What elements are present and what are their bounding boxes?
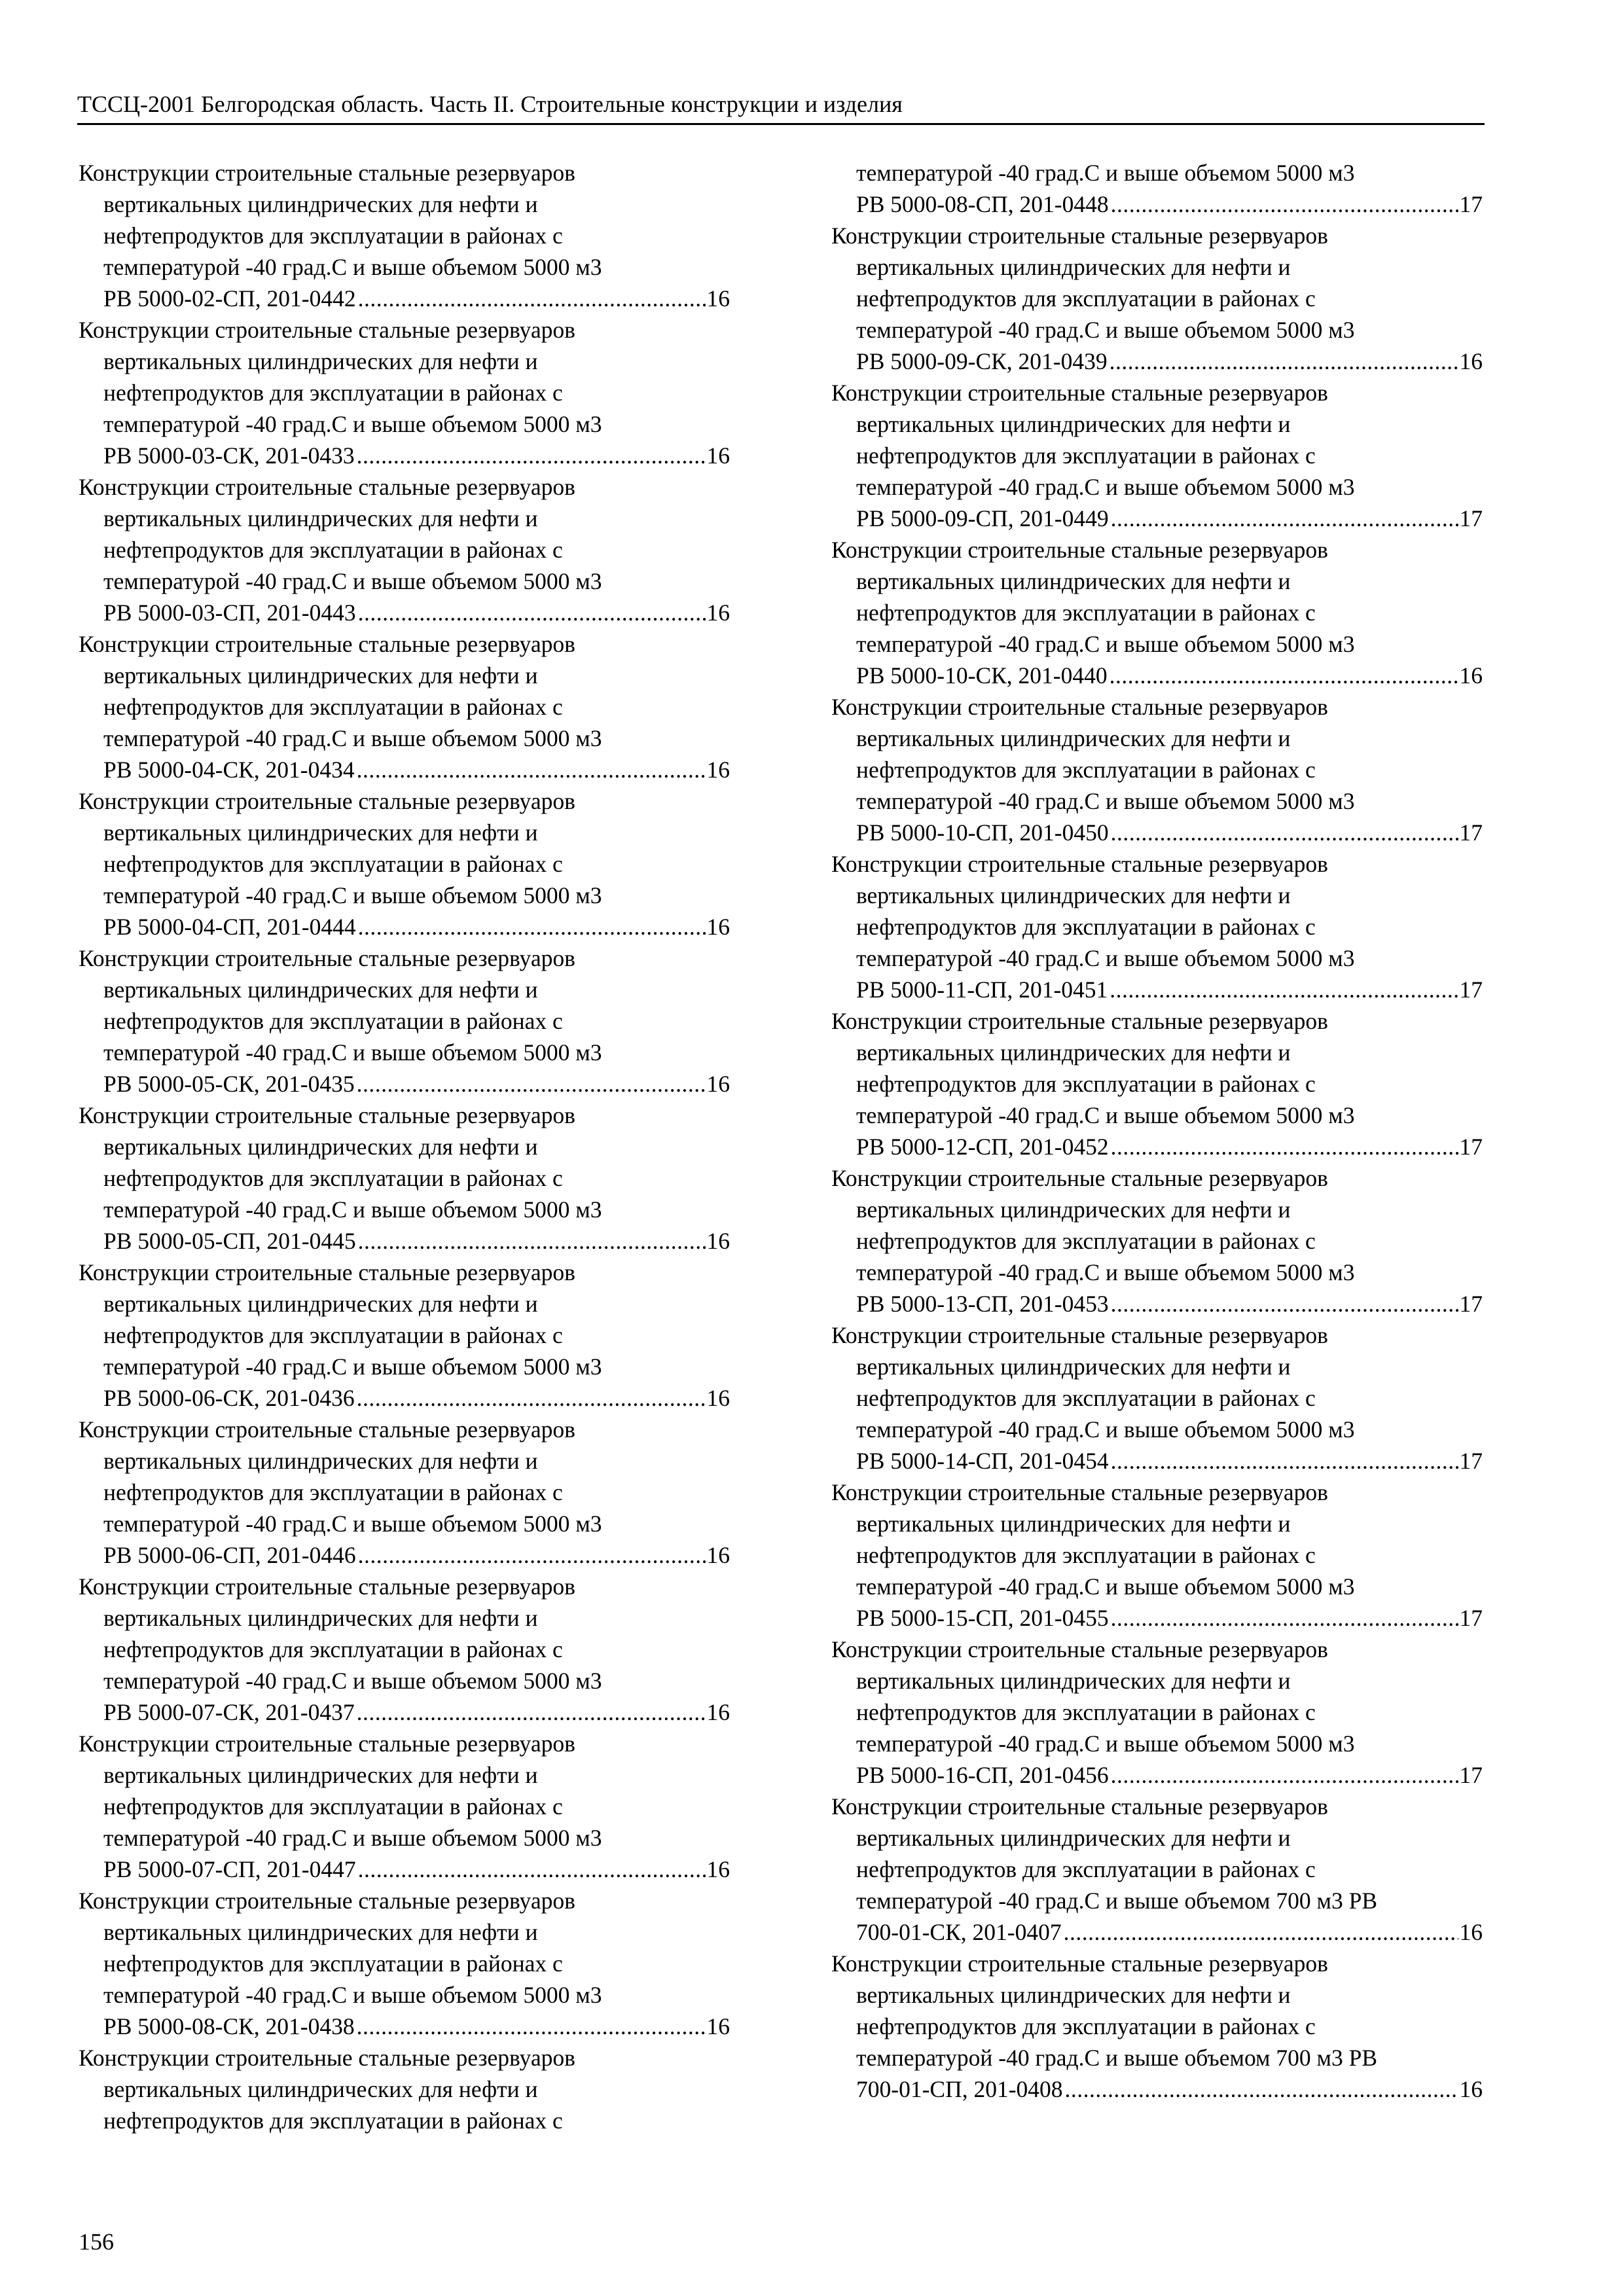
toc-entry-line: температурой -40 град.С и выше объемом 5000 м3: [856, 945, 1355, 971]
toc-entry-code: 700-01-СК, 201-0407: [856, 1919, 1062, 1945]
toc-entry-code-line: [831, 1602, 1483, 1634]
toc-entry-code: РВ 5000-13-СП, 201-0453: [856, 1291, 1109, 1317]
toc-entry-code-line: [79, 1225, 730, 1257]
toc-entry-code-line: [831, 346, 1483, 377]
toc-entry-line: температурой -40 град.С и выше объемом 5000 м3: [856, 1416, 1355, 1443]
toc-entry-code: РВ 5000-04-СП, 201-0444: [103, 914, 356, 940]
toc-entry: [79, 1100, 730, 1257]
dot-leader: [358, 1539, 706, 1571]
toc-entry-line: нефтепродуктов для эксплуатации в районах с: [103, 1165, 563, 1191]
toc-entry-line: Конструкции строительные стальные резервуаров: [831, 1322, 1328, 1348]
toc-entry-code-line: [831, 660, 1483, 691]
toc-entry-line: температурой -40 град.С и выше объемом 5000 м3: [103, 1511, 602, 1537]
toc-entry-line: нефтепродуктов для эксплуатации в районах с: [856, 285, 1316, 312]
toc-entry-line: Конструкции строительные стальные резервуаров: [79, 474, 575, 500]
toc-entry-line: вертикальных цилиндрических для нефти и: [856, 411, 1291, 437]
toc-entry-code-line: [831, 974, 1483, 1005]
dot-leader: [1110, 660, 1458, 691]
toc-entry: [831, 848, 1483, 1005]
toc-entry-page: 17: [1459, 819, 1483, 846]
toc-entry-line: нефтепродуктов для эксплуатации в районах с: [103, 2108, 563, 2134]
toc-column-right: [831, 157, 1483, 2105]
dot-leader: [1110, 346, 1458, 377]
toc-entry-line: Конструкции строительные стальные резервуаров: [79, 1573, 575, 1600]
toc-entry-line: нефтепродуктов для эксплуатации в районах с: [856, 757, 1316, 783]
toc-entry-code: РВ 5000-08-СП, 201-0448: [856, 191, 1109, 217]
toc-entry-line: Конструкции строительные стальные резервуаров: [831, 1008, 1328, 1034]
toc-entry-code: РВ 5000-05-СК, 201-0435: [103, 1071, 355, 1097]
toc-entry-page: 16: [706, 914, 730, 940]
toc-entry: [79, 1885, 730, 2042]
toc-entry-code: 700-01-СП, 201-0408: [856, 2076, 1063, 2102]
toc-entry-line: Конструкции строительные стальные резервуаров: [831, 223, 1328, 249]
toc-entry-line: нефтепродуктов для эксплуатации в районах с: [856, 914, 1316, 940]
toc-entry-page: 17: [1459, 977, 1483, 1003]
toc-entry-line: Конструкции строительные стальные резервуаров: [79, 1259, 575, 1285]
toc-entry-line: нефтепродуктов для эксплуатации в районах с: [856, 1228, 1316, 1254]
toc-entry-line: вертикальных цилиндрических для нефти и: [103, 1605, 538, 1631]
toc-entry-line: температурой -40 град.С и выше объемом 5000 м3: [103, 1982, 602, 2008]
toc-entry-line: нефтепродуктов для эксплуатации в районах с: [856, 442, 1316, 469]
toc-entry-page: 17: [1459, 1762, 1483, 1788]
toc-entry-line: нефтепродуктов для эксплуатации в районах с: [856, 2013, 1316, 2039]
toc-entry: [831, 1634, 1483, 1791]
toc-entry-line: вертикальных цилиндрических для нефти и: [103, 662, 538, 689]
dot-leader: [1111, 1131, 1458, 1162]
toc-entry-code: РВ 5000-10-СК, 201-0440: [856, 662, 1108, 689]
toc-entry-line: нефтепродуктов для эксплуатации в районах с: [856, 1385, 1316, 1411]
toc-entry-page: 16: [706, 1071, 730, 1097]
toc-entry-line: температурой -40 град.С и выше объемом 5000 м3: [103, 725, 602, 751]
dot-leader: [1111, 817, 1458, 848]
toc-entry-line: температурой -40 град.С и выше объемом 5000 м3: [103, 1354, 602, 1380]
toc-entry-line: нефтепродуктов для эксплуатации в районах с: [856, 1699, 1316, 1725]
toc-entry-line: вертикальных цилиндрических для нефти и: [103, 1919, 538, 1945]
toc-entry-code-line: [831, 1759, 1483, 1791]
toc-entry: [831, 377, 1483, 534]
toc-entry-line: температурой -40 град.С и выше объемом 5000 м3: [856, 1573, 1355, 1600]
toc-entry-line: температурой -40 град.С и выше объемом 5000 м3: [856, 788, 1355, 814]
toc-entry-line: температурой -40 град.С и выше объемом 700 м3 РВ: [856, 1888, 1378, 1914]
toc-entry-code-line: [79, 1382, 730, 1414]
toc-entry-code: РВ 5000-06-СК, 201-0436: [103, 1385, 355, 1411]
toc-entry-line: нефтепродуктов для эксплуатации в районах с: [856, 1856, 1316, 1882]
toc-entry-code: РВ 5000-03-СП, 201-0443: [103, 600, 356, 626]
page-number: 156: [79, 2229, 114, 2255]
toc-entry: [79, 157, 730, 314]
toc-entry-line: вертикальных цилиндрических для нефти и: [856, 254, 1291, 280]
toc-entry-code-line: [79, 754, 730, 785]
toc-entry-page: 16: [706, 600, 730, 626]
toc-entry-line: нефтепродуктов для эксплуатации в районах с: [856, 1542, 1316, 1568]
toc-entry-page: 16: [706, 285, 730, 312]
toc-entry-line: вертикальных цилиндрических для нефти и: [103, 1291, 538, 1317]
toc-entry-line: Конструкции строительные стальные резервуаров: [79, 788, 575, 814]
dot-leader: [1064, 1916, 1458, 1948]
toc-entry-line: вертикальных цилиндрических для нефти и: [856, 1511, 1291, 1537]
toc-entry-code: РВ 5000-12-СП, 201-0452: [856, 1134, 1109, 1160]
toc-entry-line: Конструкции строительные стальные резервуаров: [79, 631, 575, 657]
toc-entry-line: вертикальных цилиндрических для нефти и: [856, 882, 1291, 908]
dot-leader: [1110, 974, 1458, 1005]
toc-entry-line: Конструкции строительные стальные резервуаров: [79, 1416, 575, 1443]
toc-entry-code-line: [79, 1539, 730, 1571]
toc-entry-line: Конструкции строительные стальные резервуаров: [79, 945, 575, 971]
toc-entry: [79, 942, 730, 1100]
dot-leader: [1065, 2073, 1458, 2105]
toc-entry: [79, 2042, 730, 2136]
dot-leader: [358, 911, 706, 942]
toc-entry: [79, 471, 730, 628]
toc-entry: [79, 1414, 730, 1571]
toc-entry-page: 17: [1459, 1448, 1483, 1474]
toc-entry-code: РВ 5000-16-СП, 201-0456: [856, 1762, 1109, 1788]
dot-leader: [357, 1382, 706, 1414]
toc-entry-code: РВ 5000-15-СП, 201-0455: [856, 1605, 1109, 1631]
toc-entry-page: 16: [706, 1385, 730, 1411]
toc-entry-page: 16: [1459, 1919, 1483, 1945]
toc-entry-code: РВ 5000-10-СП, 201-0450: [856, 819, 1109, 846]
toc-entry-line: температурой -40 град.С и выше объемом 5000 м3: [856, 1102, 1355, 1128]
toc-entry-page: 16: [706, 1228, 730, 1254]
toc-entry-line: нефтепродуктов для эксплуатации в районах с: [856, 600, 1316, 626]
toc-entry-code: РВ 5000-02-СП, 201-0442: [103, 285, 356, 312]
toc-entry-line: температурой -40 град.С и выше объемом 5000 м3: [103, 1825, 602, 1851]
header-title: ТССЦ-2001 Белгородская область. Часть II. Строительные конструкции и изделия: [77, 91, 903, 117]
dot-leader: [358, 1225, 706, 1257]
toc-entry-code: РВ 5000-04-СК, 201-0434: [103, 757, 355, 783]
toc-entry-line: Конструкции строительные стальные резервуаров: [79, 1731, 575, 1757]
toc-entry-page: 16: [706, 442, 730, 469]
toc-entry-code-line: [831, 1131, 1483, 1162]
toc-entry-code: РВ 5000-07-СП, 201-0447: [103, 1856, 356, 1882]
toc-entry: [79, 785, 730, 942]
toc-entry-line: вертикальных цилиндрических для нефти и: [856, 1354, 1291, 1380]
toc-entry-code: РВ 5000-08-СК, 201-0438: [103, 2013, 355, 2039]
toc-entry-code-line: [79, 911, 730, 942]
toc-entry-line: вертикальных цилиндрических для нефти и: [856, 1982, 1291, 2008]
toc-entry-code-line: [79, 283, 730, 314]
toc-entry: [79, 1571, 730, 1728]
toc-entry-line: нефтепродуктов для эксплуатации в районах с: [103, 1636, 563, 1662]
dot-leader: [358, 1854, 706, 1885]
toc-entry-line: нефтепродуктов для эксплуатации в районах с: [856, 1071, 1316, 1097]
toc-entry-line: вертикальных цилиндрических для нефти и: [856, 725, 1291, 751]
toc-entry-line: нефтепродуктов для эксплуатации в районах с: [103, 380, 563, 406]
toc-entry-code-line: [79, 1696, 730, 1728]
toc-entry-code-line: [79, 1068, 730, 1100]
toc-entry: [831, 157, 1483, 220]
toc-entry-line: температурой -40 град.С и выше объемом 5000 м3: [856, 631, 1355, 657]
toc-entry-line: Конструкции строительные стальные резервуаров: [79, 160, 575, 186]
toc-entry-page: 16: [1459, 662, 1483, 689]
toc-entry-line: температурой -40 град.С и выше объемом 5000 м3: [103, 568, 602, 594]
toc-entry-page: 16: [706, 1856, 730, 1882]
toc-entry-line: нефтепродуктов для эксплуатации в районах с: [103, 1008, 563, 1034]
toc-entry-code-line: [831, 1445, 1483, 1477]
toc-entry-code-line: [831, 817, 1483, 848]
toc-entry-line: температурой -40 град.С и выше объемом 5000 м3: [103, 1668, 602, 1694]
toc-entry-code: РВ 5000-09-СК, 201-0439: [856, 348, 1108, 374]
toc-entry-code: РВ 5000-05-СП, 201-0445: [103, 1228, 356, 1254]
toc-entry-line: Конструкции строительные стальные резервуаров: [79, 317, 575, 343]
toc-entry-code-line: [831, 188, 1483, 220]
toc-entry-code-line: [831, 1288, 1483, 1319]
toc-entry-line: температурой -40 град.С и выше объемом 5000 м3: [103, 254, 602, 280]
toc-entry: [831, 534, 1483, 691]
dot-leader: [1111, 1445, 1458, 1477]
toc-entry: [831, 1005, 1483, 1162]
toc-entry: [79, 628, 730, 785]
toc-entry: [831, 1791, 1483, 1948]
toc-entry-line: температурой -40 град.С и выше объемом 5000 м3: [856, 1259, 1355, 1285]
toc-entry-line: вертикальных цилиндрических для нефти и: [103, 1762, 538, 1788]
toc-entry: [79, 1257, 730, 1414]
toc-entry-line: Конструкции строительные стальные резервуаров: [831, 1165, 1328, 1191]
toc-entry-line: нефтепродуктов для эксплуатации в районах с: [103, 1793, 563, 1820]
toc-entry-line: вертикальных цилиндрических для нефти и: [856, 1668, 1291, 1694]
toc-entry-page: 16: [706, 1542, 730, 1568]
toc-entry-line: нефтепродуктов для эксплуатации в районах с: [103, 223, 563, 249]
toc-entry-line: температурой -40 град.С и выше объемом 700 м3 РВ: [856, 2045, 1378, 2071]
toc-entry: [831, 1948, 1483, 2105]
dot-leader: [1111, 1759, 1458, 1791]
toc-entry-code: РВ 5000-03-СК, 201-0433: [103, 442, 355, 469]
toc-entry-line: вертикальных цилиндрических для нефти и: [103, 505, 538, 531]
toc-entry-line: температурой -40 град.С и выше объемом 5000 м3: [856, 474, 1355, 500]
toc-entry-page: 17: [1459, 1605, 1483, 1631]
toc-entry-code-line: [79, 1854, 730, 1885]
page-header: [77, 84, 1485, 125]
dot-leader: [1111, 1602, 1458, 1634]
toc-entry-page: 16: [706, 1699, 730, 1725]
toc-entry-line: вертикальных цилиндрических для нефти и: [103, 2076, 538, 2102]
toc-entry-line: Конструкции строительные стальные резервуаров: [79, 1888, 575, 1914]
toc-entry-line: Конструкции строительные стальные резервуаров: [831, 1479, 1328, 1505]
dot-leader: [357, 1696, 706, 1728]
toc-entry-page: 16: [1459, 2076, 1483, 2102]
toc-entry-line: Конструкции строительные стальные резервуаров: [79, 1102, 575, 1128]
toc-entry-code-line: [79, 597, 730, 628]
toc-entry-line: температурой -40 град.С и выше объемом 5000 м3: [103, 1196, 602, 1223]
toc-entry-page: 16: [1459, 348, 1483, 374]
toc-entry-code-line: [79, 2011, 730, 2042]
dot-leader: [357, 1068, 706, 1100]
toc-entry-line: Конструкции строительные стальные резервуаров: [831, 1950, 1328, 1977]
toc-entry-code-line: [831, 1916, 1483, 1948]
toc-entry-page: 17: [1459, 191, 1483, 217]
toc-entry-code: РВ 5000-11-СП, 201-0451: [856, 977, 1108, 1003]
toc-entry-line: Конструкции строительные стальные резервуаров: [831, 1793, 1328, 1820]
dot-leader: [358, 283, 706, 314]
toc-entry-code: РВ 5000-14-СП, 201-0454: [856, 1448, 1109, 1474]
toc-entry-line: температурой -40 град.С и выше объемом 5000 м3: [856, 1731, 1355, 1757]
dot-leader: [357, 440, 706, 471]
toc-entry-line: вертикальных цилиндрических для нефти и: [103, 819, 538, 846]
toc-entry-line: вертикальных цилиндрических для нефти и: [103, 1134, 538, 1160]
toc-entry-line: Конструкции строительные стальные резервуаров: [831, 380, 1328, 406]
toc-entry-line: нефтепродуктов для эксплуатации в районах с: [103, 1479, 563, 1505]
toc-entry-code: РВ 5000-09-СП, 201-0449: [856, 505, 1109, 531]
toc-entry-line: нефтепродуктов для эксплуатации в районах с: [103, 851, 563, 877]
toc-entry-page: 16: [706, 2013, 730, 2039]
toc-entry-line: температурой -40 град.С и выше объемом 5000 м3: [103, 882, 602, 908]
toc-entry-line: вертикальных цилиндрических для нефти и: [856, 1196, 1291, 1223]
toc-entry-line: Конструкции строительные стальные резервуаров: [79, 2045, 575, 2071]
toc-entry-line: нефтепродуктов для эксплуатации в районах с: [103, 1322, 563, 1348]
toc-entry: [79, 1728, 730, 1885]
toc-entry-code-line: [831, 2073, 1483, 2105]
toc-entry-line: вертикальных цилиндрических для нефти и: [103, 1448, 538, 1474]
toc-entry-line: вертикальных цилиндрических для нефти и: [856, 1825, 1291, 1851]
toc-column-left: [79, 157, 730, 2136]
toc-entry-line: вертикальных цилиндрических для нефти и: [103, 977, 538, 1003]
toc-entry-line: Конструкции строительные стальные резервуаров: [831, 851, 1328, 877]
toc-entry-code: РВ 5000-07-СК, 201-0437: [103, 1699, 355, 1725]
toc-entry-line: вертикальных цилиндрических для нефти и: [856, 568, 1291, 594]
toc-entry: [831, 691, 1483, 848]
toc-entry-code-line: [79, 440, 730, 471]
toc-entry-line: Конструкции строительные стальные резервуаров: [831, 694, 1328, 720]
dot-leader: [357, 754, 706, 785]
toc-entry: [831, 1477, 1483, 1634]
dot-leader: [358, 597, 706, 628]
toc-entry-page: 16: [706, 757, 730, 783]
toc-entry: [831, 220, 1483, 377]
toc-entry: [831, 1319, 1483, 1477]
dot-leader: [1111, 503, 1458, 534]
toc-entry-code-line: [831, 503, 1483, 534]
toc-entry-line: нефтепродуктов для эксплуатации в районах с: [103, 694, 563, 720]
toc-entry-line: температурой -40 град.С и выше объемом 5000 м3: [856, 160, 1355, 186]
toc-entry-line: Конструкции строительные стальные резервуаров: [831, 1636, 1328, 1662]
toc-entry-line: температурой -40 град.С и выше объемом 5000 м3: [856, 317, 1355, 343]
toc-entry-line: температурой -40 град.С и выше объемом 5000 м3: [103, 411, 602, 437]
toc-entry-code: РВ 5000-06-СП, 201-0446: [103, 1542, 356, 1568]
dot-leader: [1111, 1288, 1458, 1319]
toc-entry-line: вертикальных цилиндрических для нефти и: [103, 348, 538, 374]
dot-leader: [357, 2011, 706, 2042]
toc-entry: [79, 314, 730, 471]
toc-entry-line: вертикальных цилиндрических для нефти и: [856, 1039, 1291, 1066]
toc-entry-page: 17: [1459, 505, 1483, 531]
toc-entry-line: вертикальных цилиндрических для нефти и: [103, 191, 538, 217]
dot-leader: [1111, 188, 1458, 220]
toc-entry-page: 17: [1459, 1291, 1483, 1317]
toc-entry-line: нефтепродуктов для эксплуатации в районах с: [103, 1950, 563, 1977]
toc-entry: [831, 1162, 1483, 1319]
toc-entry-page: 17: [1459, 1134, 1483, 1160]
toc-entry-line: температурой -40 град.С и выше объемом 5000 м3: [103, 1039, 602, 1066]
toc-entry-line: нефтепродуктов для эксплуатации в районах с: [103, 537, 563, 563]
toc-entry-line: Конструкции строительные стальные резервуаров: [831, 537, 1328, 563]
